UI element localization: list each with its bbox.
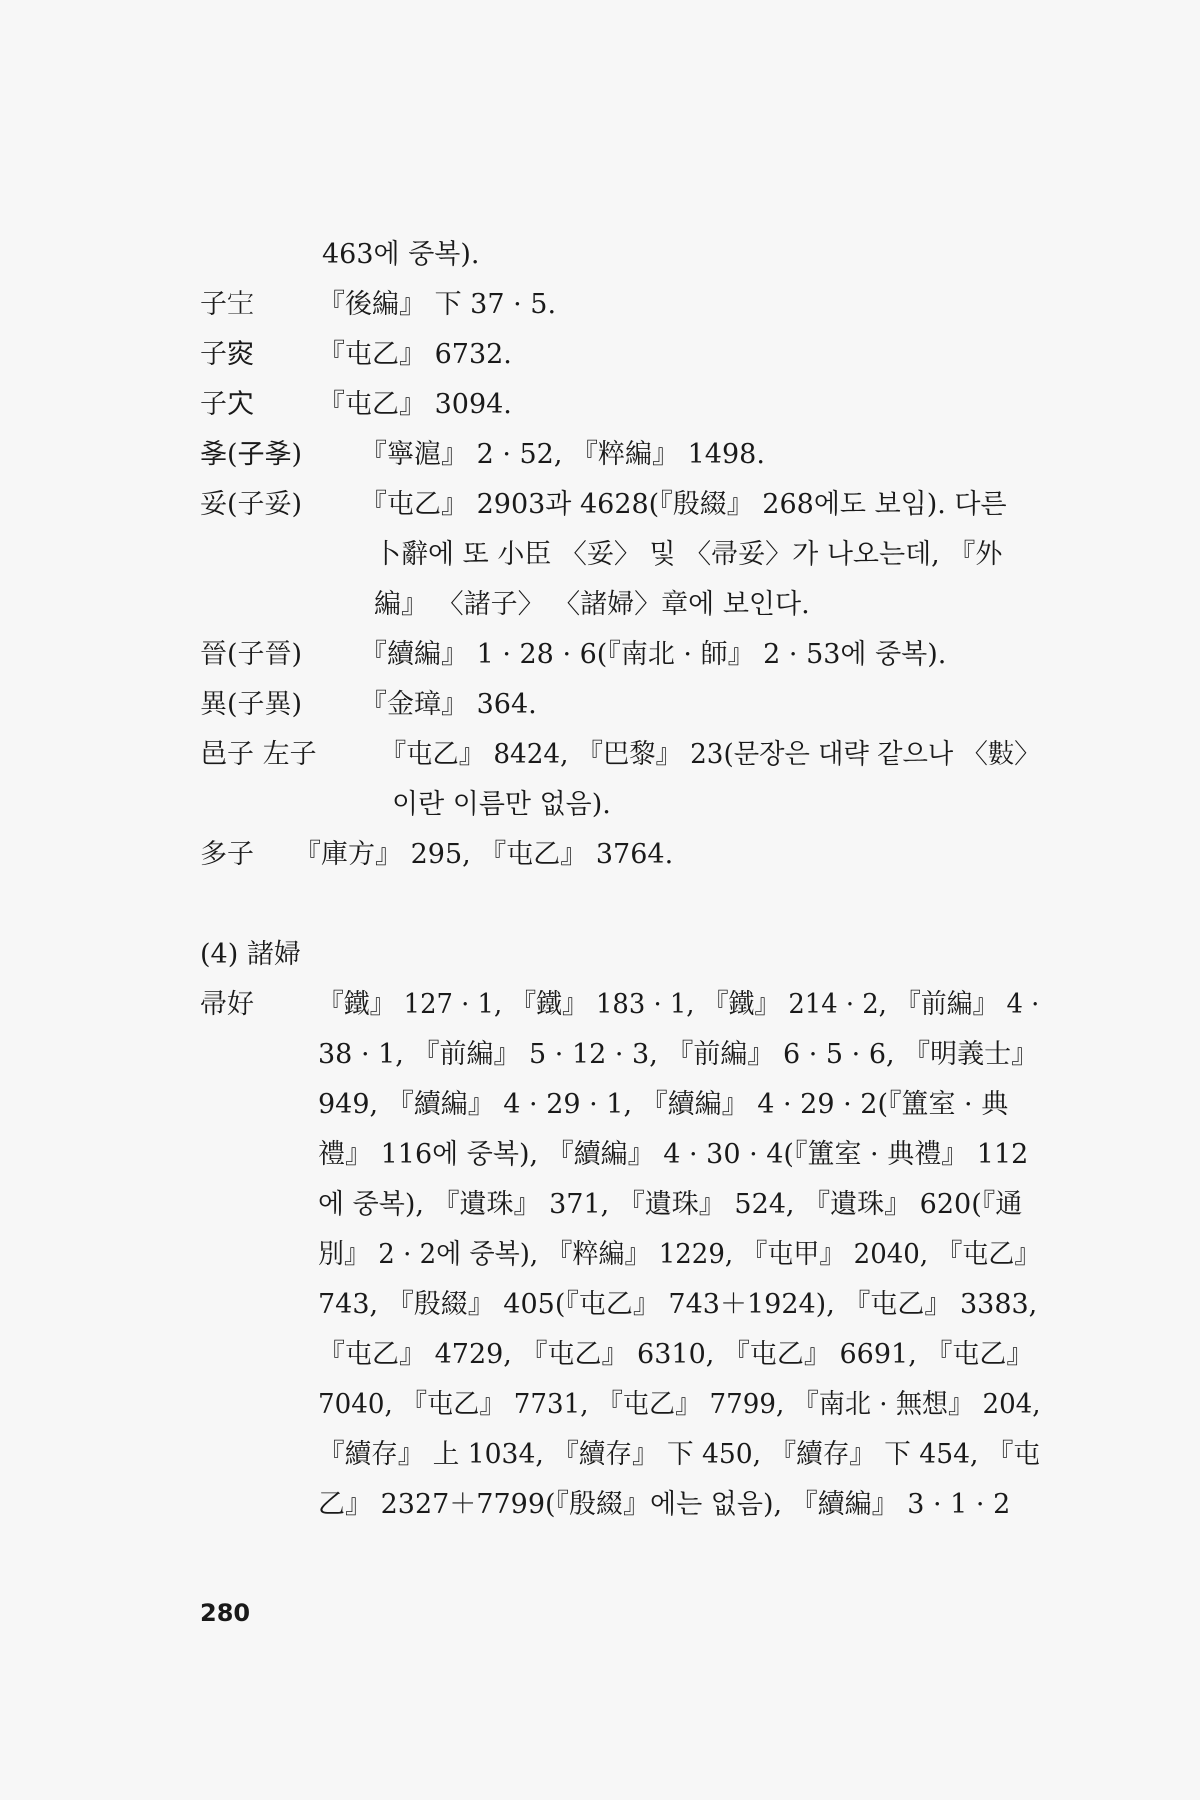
entry-text-line: 『屯乙』 3094. (318, 389, 512, 420)
entry-text-line: 『續編』 1 · 28 · 6(『南北 · 師』 2 · 53에 중복). (360, 639, 947, 670)
entry-text-line: 에 중복), 『遺珠』 371, 『遺珠』 524, 『遺珠』 620(『通 (318, 1189, 1023, 1220)
entry-text-line: 949, 『續編』 4 · 29 · 1, 『續編』 4 · 29 · 2(『簠室 · 典 (318, 1089, 1009, 1120)
entry-text-line: 別』 2 · 2에 중복), 『粹編』 1229, 『屯甲』 2040, 『屯乙』 (318, 1239, 1041, 1270)
entry-text-line: 『金璋』 364. (360, 689, 537, 720)
entry-term: 子𡦼 (200, 389, 254, 420)
entry-text-line: 『屯乙』 8424, 『巴黎』 23(문장은 대략 같으나 〈𢿘〉 (380, 739, 1041, 770)
entry-term: 帚好 (200, 989, 254, 1020)
entry-text-line: 7040, 『屯乙』 7731, 『屯乙』 7799, 『南北 · 無想』 204, (318, 1389, 1041, 1420)
entry-text-line: 『庫方』 295, 『屯乙』 3764. (294, 839, 674, 870)
entry-term: 邑子 左子 (200, 739, 317, 770)
page-number: 280 (200, 1599, 251, 1627)
entry-term: 子𡨼 (200, 339, 254, 370)
entry-text-line: 『屯乙』 4729, 『屯乙』 6310, 『屯乙』 6691, 『屯乙』 (318, 1339, 1034, 1370)
entry-term: 異(子異) (200, 689, 303, 720)
entry-term: 𡥈(子𡥈) (200, 439, 303, 470)
entry-term: 子𡧇 (200, 289, 254, 320)
entry-text-line: 『鐵』 127 · 1, 『鐵』 183 · 1, 『鐵』 214 · 2, 『前編』 4 · (318, 989, 1040, 1020)
entry-term: 多子 (200, 839, 254, 870)
entry-text-line: 『屯乙』 6732. (318, 339, 512, 370)
entry-text-line: 38 · 1, 『前編』 5 · 12 · 3, 『前編』 6 · 5 · 6, 『明義士』 (318, 1039, 1039, 1070)
entry-text-line: 이란 이름만 없음). (392, 789, 611, 820)
entry-text-line: 乙』 2327＋7799(『殷綴』에는 없음), 『續編』 3 · 1 · 2 (318, 1489, 1011, 1520)
entry-text-line: 『續存』 上 1034, 『續存』 下 450, 『續存』 下 454, 『屯 (318, 1439, 1041, 1470)
entry-term: 晉(子晉) (200, 639, 303, 670)
entry-text-line: 『寧滬』 2 · 52, 『粹編』 1498. (360, 439, 765, 470)
entry-text-line: 卜辭에 또 小臣 〈妥〉 및 〈帚妥〉가 나오는데, 『外 (374, 539, 1003, 570)
entry-text-line: 463에 중복). (322, 239, 480, 270)
entry-text-line: 743, 『殷綴』 405(『屯乙』 743＋1924), 『屯乙』 3383, (318, 1289, 1038, 1320)
entry-text-line: 編』 〈諸子〉 〈諸婦〉章에 보인다. (374, 589, 810, 620)
entry-text-line: 禮』 116에 중복), 『續編』 4 · 30 · 4(『簠室 · 典禮』 112 (318, 1139, 1029, 1170)
entry-text-line: 『屯乙』 2903과 4628(『殷綴』 268에도 보임). 다른 (360, 489, 1007, 520)
section-heading: (4) 諸婦 (200, 939, 301, 970)
entry-term: 妥(子妥) (200, 489, 303, 520)
entry-text-line: 『後編』 下 37 · 5. (318, 289, 557, 320)
